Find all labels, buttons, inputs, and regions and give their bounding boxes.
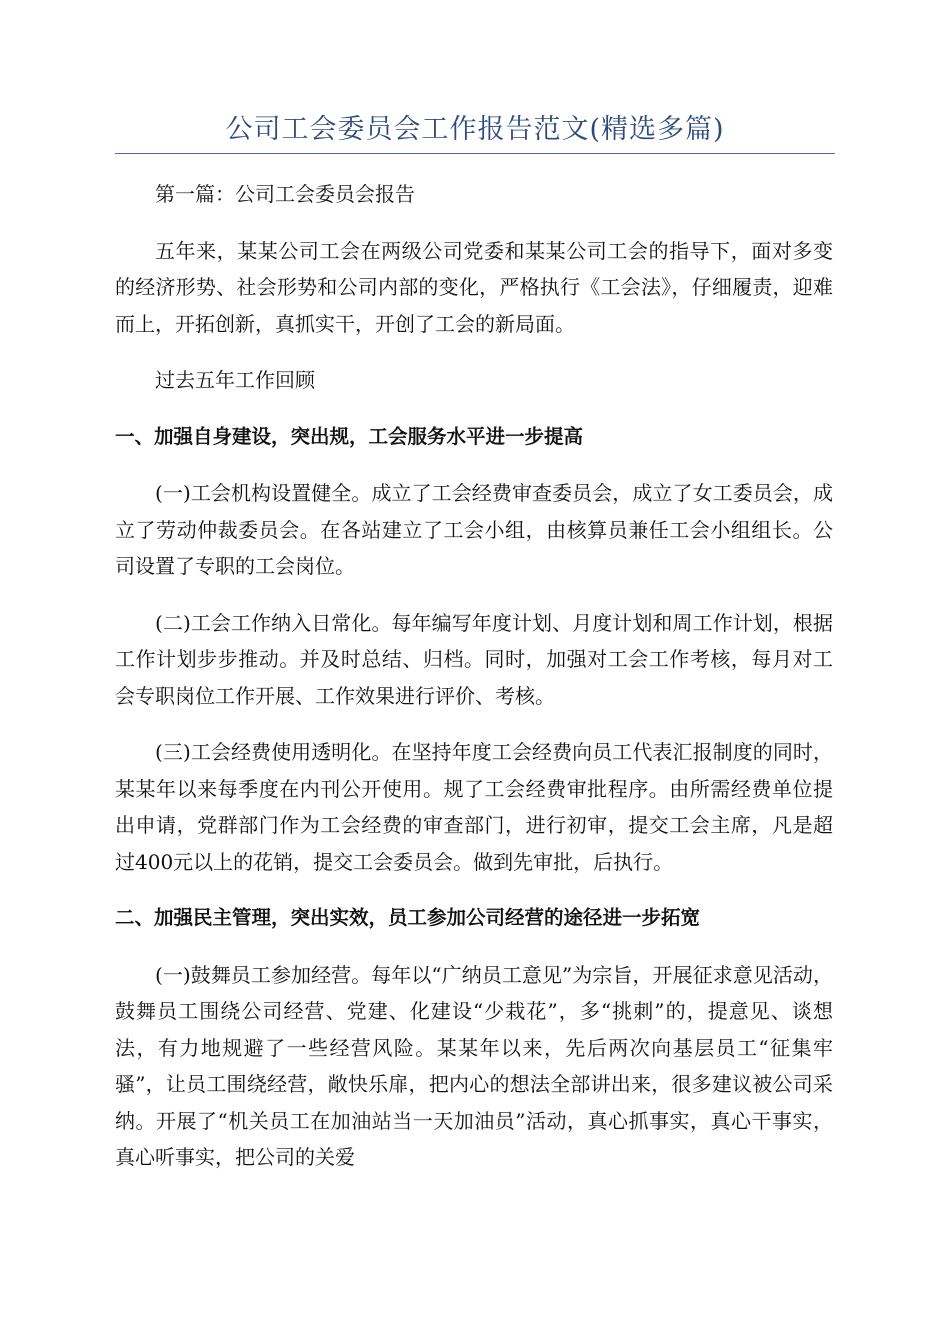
title-underline bbox=[115, 153, 835, 154]
paragraph-1-2: (二)工会工作纳入日常化。每年编写年度计划、月度计划和周工作计划，根据工作计划步步推动。并及时总结、归档。同时，加强对工会工作考核，每月对工会专职岗位工作开展、工作效果进行评价、考核。 bbox=[115, 610, 833, 708]
paragraph-1-1: (一)工会机构设置健全。成立了工会经费审查委员会，成立了女工委员会，成立了劳动仲裁委员会。在各站建立了工会小组，由核算员兼任工会小组组长。公司设置了专职的工会岗位。 bbox=[115, 481, 833, 578]
section-heading-1: 一、加强自身建设，突出规，工会服务水平进一步提高 bbox=[115, 424, 584, 448]
section-heading-2: 二、加强民主管理，突出实效，员工参加公司经营的途径进一步拓宽 bbox=[115, 906, 701, 929]
document-body bbox=[115, 176, 833, 1196]
paragraph-part-one-label: 第一篇：公司工会委员会报告 bbox=[155, 182, 415, 206]
paragraph-intro: 五年来，某某公司工会在两级公司党委和某某公司工会的指导下，面对多变的经济形势、社会形势和公司内部的变化，严格执行《工会法》，仔细履责，迎难而上，开拓创新，真抓实干，开创了工会的新局面。 bbox=[115, 238, 833, 336]
paragraph-1-3: (三)工会经费使用透明化。在坚持年度工会经费向员工代表汇报制度的同时，某某年以来每季度在内刊公开使用。规了工会经费审批程序。由所需经费单位提出申请，党群部门作为工会经费的审查部门，进行初审，提交工会主席，凡是超过400元以上的花销，提交工会委员会。做到先审批，后执行。 bbox=[115, 740, 833, 874]
paragraph-review-label: 过去五年工作回顾 bbox=[155, 368, 315, 392]
paragraph-2-1: (一)鼓舞员工参加经营。每年以“广纳员工意见”为宗旨，开展征求意见活动，鼓舞员工围绕公司经营、党建、化建设“少栽花”，多“挑刺”的，提意见、谈想法，有力地规避了一些经营风险。某某年以来，先后两次向基层员工“征集牢骚”，让员工围绕经营，敞快乐扉，把内心的想法全部讲出来，很多建议被公司采纳。开展了“机关员工在加油站当一天加油员”活动，真心抓事实，真心干事实，真心听事实，把公司的关爱 bbox=[115, 962, 833, 1169]
document-title: 公司工会委员会工作报告范文(精选多篇) bbox=[225, 114, 725, 145]
